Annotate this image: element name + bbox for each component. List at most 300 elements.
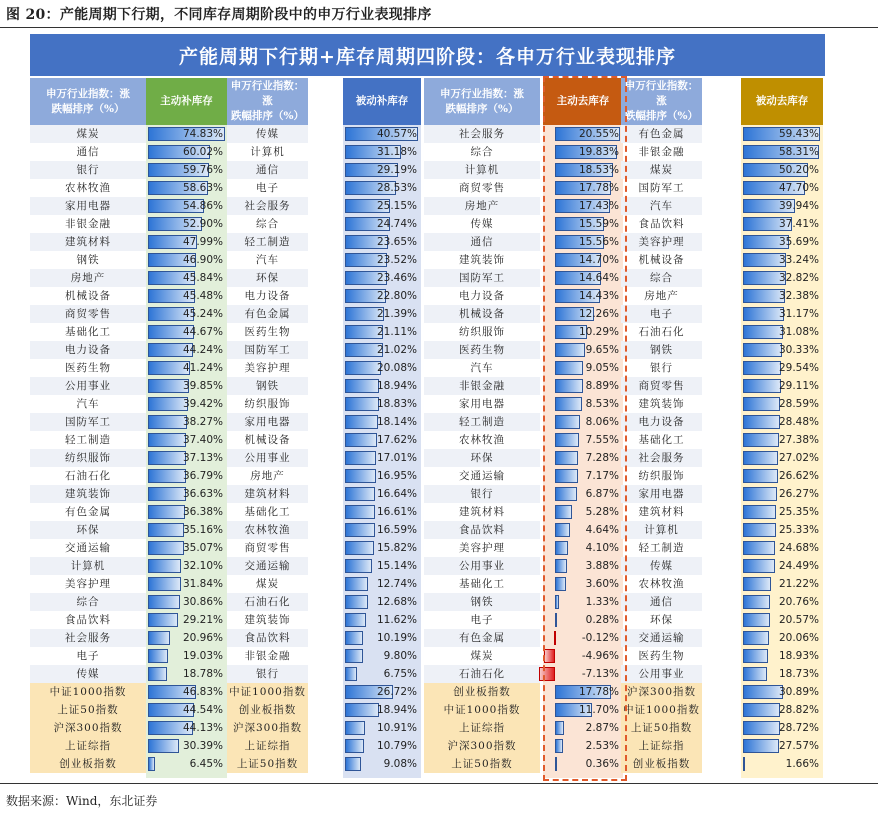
value-label: 14.70%	[578, 254, 619, 266]
industry-name: 石油石化	[424, 665, 540, 683]
value-label: 15.56%	[578, 236, 619, 248]
value-cell	[543, 359, 623, 377]
value-cell	[343, 755, 421, 773]
value-label: 28.59%	[778, 398, 819, 410]
value-cell	[343, 467, 421, 485]
value-label: 35.69%	[778, 236, 819, 248]
value-cell	[543, 251, 623, 269]
industry-name: 公用事业	[227, 449, 308, 467]
value-label: 23.65%	[376, 236, 417, 248]
value-cell	[343, 287, 421, 305]
value-label: 14.43%	[578, 290, 619, 302]
value-bar	[148, 739, 179, 753]
industry-name: 计算机	[30, 557, 146, 575]
value-label: 7.28%	[585, 452, 619, 464]
industry-name: 银行	[650, 362, 673, 374]
industry-name: 机械设备	[65, 290, 111, 302]
industry-name: 计算机	[621, 521, 702, 539]
value-cell	[543, 647, 623, 665]
value-cell	[146, 647, 227, 665]
industry-name: 机械设备	[244, 434, 291, 446]
value-label: 25.35%	[778, 506, 819, 518]
value-label: 52.90%	[182, 218, 223, 230]
value-label: 20.06%	[778, 632, 819, 644]
industry-name: 环保	[227, 269, 308, 287]
value-label: 47.70%	[778, 182, 819, 194]
value-cell	[343, 521, 421, 539]
industry-name: 综合	[621, 269, 702, 287]
value-label: 35.16%	[182, 524, 223, 536]
table-row	[30, 629, 825, 647]
ranking-table	[30, 78, 825, 778]
value-cell	[543, 737, 623, 755]
value-cell	[741, 539, 823, 557]
table-row	[30, 269, 825, 287]
industry-name: 非银金融	[244, 650, 291, 662]
industry-name: 创业板指数	[621, 755, 702, 773]
value-label: 32.10%	[182, 560, 223, 572]
value-label: 17.43%	[578, 200, 619, 212]
value-bar	[743, 469, 778, 483]
industry-name: 上证综指	[30, 737, 146, 755]
table-row	[30, 665, 825, 683]
industry-name: 综合	[256, 218, 279, 230]
industry-name: 轻工制造	[227, 233, 308, 251]
industry-name: 纺织服饰	[30, 449, 146, 467]
industry-name: 传媒	[227, 125, 308, 143]
industry-name: 汽车	[621, 197, 702, 215]
value-bar	[743, 721, 780, 735]
value-label: 31.17%	[778, 308, 819, 320]
industry-name: 通信	[76, 146, 100, 158]
value-bar	[345, 703, 379, 717]
value-label: 4.10%	[585, 542, 619, 554]
value-label: 0.28%	[585, 614, 619, 626]
value-cell	[543, 539, 623, 557]
value-cell	[741, 287, 823, 305]
value-label: 58.31%	[778, 146, 819, 158]
value-bar	[555, 415, 580, 429]
value-label: 26.72%	[376, 686, 417, 698]
value-label: 8.53%	[585, 398, 619, 410]
value-cell	[146, 359, 227, 377]
value-cell	[146, 323, 227, 341]
industry-name: 电力设备	[459, 290, 505, 302]
value-label: 58.63%	[182, 182, 223, 194]
value-label: 0.36%	[585, 758, 619, 770]
value-cell	[146, 701, 227, 719]
table-row	[30, 161, 825, 179]
industry-name: 创业板指数	[227, 701, 308, 719]
industry-name: 国防军工	[227, 341, 308, 359]
value-cell	[741, 467, 823, 485]
industry-name: 上证50指数	[227, 755, 308, 773]
table-row	[30, 233, 825, 251]
value-cell	[146, 233, 227, 251]
table-row	[30, 647, 825, 665]
industry-name: 交通运输	[621, 629, 702, 647]
value-cell	[543, 611, 623, 629]
table-row	[30, 503, 825, 521]
value-cell	[741, 179, 823, 197]
value-cell	[543, 341, 623, 359]
value-label: 35.07%	[182, 542, 223, 554]
stage-header-2: 被动补库存	[343, 78, 421, 125]
value-label: 6.45%	[189, 758, 223, 770]
industry-name: 计算机	[424, 161, 540, 179]
value-label: 21.22%	[778, 578, 819, 590]
industry-name: 纺织服饰	[638, 470, 685, 482]
value-label: 9.65%	[585, 344, 619, 356]
industry-name: 电子	[76, 650, 100, 662]
value-bar	[743, 739, 779, 753]
value-cell	[146, 395, 227, 413]
value-bar	[148, 631, 170, 645]
value-cell	[146, 665, 227, 683]
value-label: 59.43%	[778, 128, 819, 140]
value-cell	[146, 593, 227, 611]
industry-name: 通信	[621, 593, 702, 611]
value-bar	[555, 739, 563, 753]
value-bar	[743, 649, 768, 663]
value-label: 10.91%	[376, 722, 417, 734]
value-cell	[543, 593, 623, 611]
industry-name: 美容护理	[65, 578, 111, 590]
value-label: 39.94%	[778, 200, 819, 212]
value-bar	[743, 667, 767, 681]
value-label: 45.48%	[182, 290, 223, 302]
industry-name: 轻工制造	[65, 434, 111, 446]
industry-name: 建筑装饰	[638, 398, 685, 410]
table-row	[30, 143, 825, 161]
industry-name: 沪深300指数	[621, 683, 702, 701]
value-label: 21.11%	[376, 326, 417, 338]
value-bar	[555, 343, 585, 357]
value-label: 11.62%	[376, 614, 417, 626]
value-label: 12.26%	[578, 308, 619, 320]
industry-name: 创业板指数	[424, 683, 540, 701]
index-row	[30, 755, 825, 773]
value-label: 28.53%	[376, 182, 417, 194]
industry-name: 煤炭	[470, 650, 494, 662]
industry-name: 银行	[227, 665, 308, 683]
value-bar	[345, 595, 368, 609]
value-label: 45.84%	[182, 272, 223, 284]
value-label: 39.42%	[182, 398, 223, 410]
industry-name: 汽车	[470, 362, 494, 374]
value-label: 24.49%	[778, 560, 819, 572]
industry-name: 汽车	[76, 398, 100, 410]
value-cell	[741, 161, 823, 179]
value-label: 17.01%	[376, 452, 417, 464]
value-bar	[555, 721, 564, 735]
table-row	[30, 539, 825, 557]
value-cell	[741, 413, 823, 431]
table-row	[30, 413, 825, 431]
industry-name: 电子	[256, 182, 279, 194]
value-cell	[543, 215, 623, 233]
value-cell	[543, 719, 623, 737]
industry-name: 建筑装饰	[459, 254, 505, 266]
negative-bar	[539, 667, 555, 681]
value-cell	[146, 629, 227, 647]
value-bar	[345, 559, 372, 573]
value-bar	[555, 577, 566, 591]
industry-name: 传媒	[470, 218, 494, 230]
value-label: 27.57%	[778, 740, 819, 752]
industry-name: 非银金融	[638, 146, 685, 158]
value-bar	[555, 613, 557, 627]
stage-header-4: 被动去库存	[741, 78, 823, 125]
industry-name: 电力设备	[30, 341, 146, 359]
value-cell	[146, 305, 227, 323]
source-note: 数据来源：Wind，东北证券	[6, 794, 158, 808]
banner-title: 产能周期下行期+库存周期四阶段：各申万行业表现排序	[30, 34, 825, 76]
value-label: 38.27%	[182, 416, 223, 428]
industry-name: 医药生物	[244, 326, 291, 338]
industry-name: 通信	[424, 233, 540, 251]
value-cell	[343, 449, 421, 467]
value-bar	[555, 541, 568, 555]
industry-name: 交通运输	[65, 542, 111, 554]
industry-name: 钢铁	[227, 377, 308, 395]
value-bar	[555, 505, 572, 519]
value-label: 16.59%	[376, 524, 417, 536]
bottom-rule	[0, 783, 878, 784]
value-label: 17.62%	[376, 434, 417, 446]
industry-name: 钢铁	[621, 341, 702, 359]
table-row	[30, 449, 825, 467]
value-bar	[743, 595, 770, 609]
industry-name: 交通运输	[459, 470, 505, 482]
industry-name: 非银金融	[424, 377, 540, 395]
industry-name: 非银金融	[65, 218, 111, 230]
value-label: 21.02%	[376, 344, 417, 356]
value-cell	[741, 575, 823, 593]
value-cell	[343, 485, 421, 503]
industry-name: 农林牧渔	[227, 521, 308, 539]
value-cell	[543, 143, 623, 161]
value-label: 25.33%	[778, 524, 819, 536]
value-bar	[148, 469, 186, 483]
value-bar	[555, 433, 579, 447]
value-label: 30.89%	[778, 686, 819, 698]
industry-name: 社会服务	[424, 125, 540, 143]
value-bar	[555, 469, 578, 483]
value-bar	[555, 487, 577, 501]
value-label: 7.17%	[585, 470, 619, 482]
value-label: 27.38%	[778, 434, 819, 446]
value-cell	[543, 485, 623, 503]
value-label: 37.41%	[778, 218, 819, 230]
value-label: 32.38%	[778, 290, 819, 302]
industry-name: 公用事业	[424, 557, 540, 575]
value-label: 26.62%	[778, 470, 819, 482]
value-label: 20.96%	[182, 632, 223, 644]
value-cell	[146, 449, 227, 467]
industry-name: 煤炭	[256, 578, 279, 590]
value-label: 19.83%	[578, 146, 619, 158]
industry-name: 社会服务	[30, 629, 146, 647]
industry-name: 医药生物	[424, 341, 540, 359]
industry-name: 中证1000指数	[621, 701, 702, 719]
value-cell	[543, 233, 623, 251]
table-row	[30, 305, 825, 323]
industry-name: 公用事业	[30, 377, 146, 395]
value-label: 37.40%	[182, 434, 223, 446]
value-cell	[741, 305, 823, 323]
industry-name: 有色金属	[65, 506, 111, 518]
value-cell	[343, 125, 421, 143]
industry-name: 基础化工	[244, 506, 291, 518]
value-bar	[743, 433, 779, 447]
industry-name: 国防军工	[638, 182, 685, 194]
value-bar	[743, 379, 781, 393]
value-label: 18.73%	[778, 668, 819, 680]
industry-name: 机械设备	[638, 254, 685, 266]
value-bar	[743, 577, 771, 591]
value-cell	[343, 611, 421, 629]
value-label: 54.86%	[182, 200, 223, 212]
industry-name: 有色金属	[227, 305, 308, 323]
value-label: 21.39%	[376, 308, 417, 320]
value-bar	[345, 451, 376, 465]
value-bar	[148, 505, 185, 519]
value-cell	[343, 683, 421, 701]
industry-name: 银行	[424, 485, 540, 503]
industry-name: 国防军工	[30, 413, 146, 431]
value-label: 45.24%	[182, 308, 223, 320]
value-cell	[741, 665, 823, 683]
value-cell	[741, 755, 823, 773]
value-cell	[741, 359, 823, 377]
industry-name: 上证综指	[424, 719, 540, 737]
industry-name: 石油石化	[227, 593, 308, 611]
value-bar	[345, 649, 363, 663]
value-label: 31.08%	[778, 326, 819, 338]
industry-name: 电力设备	[621, 413, 702, 431]
value-cell	[741, 269, 823, 287]
value-cell	[741, 611, 823, 629]
index-row	[30, 719, 825, 737]
value-bar	[148, 595, 180, 609]
value-cell	[543, 413, 623, 431]
value-label: 18.83%	[376, 398, 417, 410]
value-bar	[743, 397, 780, 411]
value-bar	[148, 415, 187, 429]
value-label: 18.14%	[376, 416, 417, 428]
value-cell	[146, 215, 227, 233]
value-label: 8.06%	[585, 416, 619, 428]
value-label: 37.13%	[182, 452, 223, 464]
value-cell	[741, 323, 823, 341]
value-bar	[148, 577, 181, 591]
value-label: 14.64%	[578, 272, 619, 284]
table-row	[30, 179, 825, 197]
industry-name: 食品饮料	[227, 629, 308, 647]
industry-name: 房地产	[644, 290, 679, 302]
value-bar	[555, 757, 557, 771]
value-cell	[543, 629, 623, 647]
value-bar	[555, 595, 559, 609]
value-bar	[743, 505, 776, 519]
industry-name: 中证1000指数	[227, 683, 308, 701]
industry-name: 沪深300指数	[30, 719, 146, 737]
value-label: 28.48%	[778, 416, 819, 428]
industry-name: 综合	[470, 146, 494, 158]
value-cell	[343, 557, 421, 575]
value-cell	[146, 575, 227, 593]
name-header-1: 申万行业指数：涨 跌幅排序（%）	[30, 78, 146, 125]
industry-name: 沪深300指数	[227, 719, 308, 737]
value-bar	[345, 613, 366, 627]
value-label: 40.57%	[376, 128, 417, 140]
value-cell	[543, 575, 623, 593]
industry-name: 传媒	[621, 557, 702, 575]
industry-name: 上证综指	[621, 737, 702, 755]
value-cell	[146, 485, 227, 503]
industry-name: 环保	[30, 521, 146, 539]
table-row	[30, 323, 825, 341]
index-row	[30, 683, 825, 701]
industry-name: 汽车	[256, 254, 279, 266]
value-bar	[555, 379, 583, 393]
value-cell	[741, 593, 823, 611]
industry-name: 商贸零售	[30, 305, 146, 323]
value-label: 30.33%	[778, 344, 819, 356]
industry-name: 建筑装饰	[30, 485, 146, 503]
value-label: 44.24%	[182, 344, 223, 356]
value-cell	[543, 269, 623, 287]
value-label: 18.53%	[578, 164, 619, 176]
value-cell	[741, 125, 823, 143]
value-cell	[343, 665, 421, 683]
value-label: 39.85%	[182, 380, 223, 392]
value-cell	[543, 323, 623, 341]
table-row	[30, 575, 825, 593]
table-row	[30, 467, 825, 485]
value-cell	[543, 449, 623, 467]
value-bar	[743, 685, 783, 699]
value-bar	[345, 379, 379, 393]
value-label: 9.08%	[383, 758, 417, 770]
table-row	[30, 125, 825, 143]
industry-name: 公用事业	[621, 665, 702, 683]
value-bar	[345, 523, 375, 537]
value-cell	[146, 557, 227, 575]
value-bar	[148, 757, 155, 771]
value-bar	[555, 451, 578, 465]
value-label: 6.87%	[585, 488, 619, 500]
value-cell	[741, 197, 823, 215]
value-label: 7.55%	[585, 434, 619, 446]
value-label: 41.24%	[182, 362, 223, 374]
industry-name: 美容护理	[459, 542, 505, 554]
industry-name: 交通运输	[227, 557, 308, 575]
industry-name: 商贸零售	[621, 377, 702, 395]
value-bar	[345, 577, 368, 591]
value-cell	[343, 575, 421, 593]
value-label: -7.13%	[581, 668, 619, 680]
value-bar	[148, 451, 186, 465]
value-bar	[345, 397, 379, 411]
value-label: 31.18%	[376, 146, 417, 158]
value-bar	[345, 415, 378, 429]
industry-name: 煤炭	[30, 125, 146, 143]
value-label: 50.20%	[778, 164, 819, 176]
value-label: 26.27%	[778, 488, 819, 500]
value-cell	[146, 719, 227, 737]
